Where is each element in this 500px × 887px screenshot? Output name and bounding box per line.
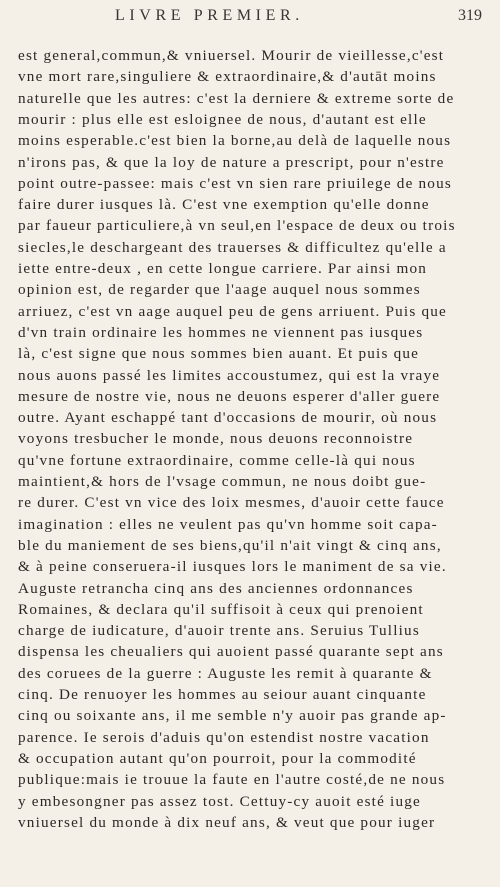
text-line: point outre-passee: mais c'est vn sien rare priuilege de nous xyxy=(18,174,452,192)
text-line: n'irons pas, & que la loy de nature a prescript, pour n'estre xyxy=(18,153,445,171)
text-line: outre. Ayant eschappé tant d'occasions de mourir, où nous xyxy=(18,409,438,427)
text-line: publique:mais ie trouue la faute en l'autre costé,de ne nous xyxy=(18,771,446,789)
text-line: d'vn train ordinaire les hommes ne viennent pas iusques xyxy=(18,323,424,341)
text-line: iette entre-deux , en cette longue carriere. Par ainsi mon xyxy=(18,260,428,277)
text-line: par faueur particuliere,à vn seul,en l'espace de deux ou trois xyxy=(18,217,456,235)
text-line: faire durer iusques là. C'est vne exemption qu'elle donne xyxy=(18,196,430,214)
text-line: vniuersel du monde à dix neuf ans, & veut que pour iuger xyxy=(18,813,436,831)
text-line: parence. Ie serois d'aduis qu'on estendist nostre vacation xyxy=(18,728,430,746)
text-line: nous auons passé les limites accoustumez, qui est la vraye xyxy=(18,366,441,384)
text-line: là, c'est signe que nous sommes bien auant. Et puis que xyxy=(18,345,420,363)
text-line: arriuez, c'est vn aage auquel peu de gens arriuent. Puis que xyxy=(18,302,447,320)
text-line: charge de iudicature, d'auoir trente ans. Seruius Tullius xyxy=(18,622,420,640)
text-line: dispensa les cheualiers qui auoient passé quarante sept ans xyxy=(18,643,444,661)
text-line: y embesongner pas assez tost. Cettuy-cy auoit esté iuge xyxy=(18,792,421,810)
text-line: cinq ou soixante ans, il me semble n'y auoir pas grande ap- xyxy=(18,707,447,725)
page-number: 319 xyxy=(458,7,482,24)
text-line: re durer. C'est vn vice des loix mesmes, d'auoir cette fauce xyxy=(18,494,445,512)
text-line: vne mort rare,singuliere & extraordinaire,& d'autāt moins xyxy=(18,68,437,86)
text-line: ble du maniement de ses biens,qu'il n'ait vingt & cinq ans, xyxy=(18,536,442,554)
text-line: Romaines, & declara qu'il suffisoit à ceux qui prenoient xyxy=(18,600,424,618)
text-line: mesure de nostre vie, nous ne deuons esperer d'aller guere xyxy=(18,387,441,405)
text-line: qu'vne fortune extraordinaire, comme celle-là qui nous xyxy=(18,451,416,469)
running-title: LIVRE PREMIER. xyxy=(115,7,304,24)
text-line: opinion est, de regarder que l'aage auquel nous sommes xyxy=(18,281,421,299)
text-line: Auguste retrancha cinq ans des anciennes ordonnances xyxy=(18,579,414,597)
text-line: mourir : plus elle est esloignee de nous, d'autant est elle xyxy=(18,110,427,128)
text-line: des coruees de la guerre : Auguste les remit à quarante & xyxy=(18,664,433,682)
text-line: naturelle que les autres: c'est la derniere & extreme sorte de xyxy=(18,89,455,107)
text-line: cinq. De renuoyer les hommes au seiour auant cinquante xyxy=(18,686,427,703)
text-line: siecles,le deschargeant des trauerses & difficultez qu'elle a xyxy=(18,238,447,256)
page-header xyxy=(0,7,500,31)
text-line: maintient,& hors de l'vsage commun, ne nous doibt gue- xyxy=(18,473,427,490)
text-line: imagination : elles ne veulent pas qu'vn homme soit capa- xyxy=(18,515,438,533)
text-line: est general,commun,& vniuersel. Mourir de vieillesse,c'est xyxy=(18,47,445,64)
text-line: moins esperable.c'est bien la borne,au delà de laquelle nous xyxy=(18,132,452,150)
text-line: & occupation autant qu'on pourroit, pour la commodité xyxy=(18,749,417,767)
text-line: voyons tresbucher le monde, nous deuons reconnoistre xyxy=(18,430,414,448)
text-line: & à peine conseruera-il iusques lors le maniment de sa vie. xyxy=(18,558,447,576)
